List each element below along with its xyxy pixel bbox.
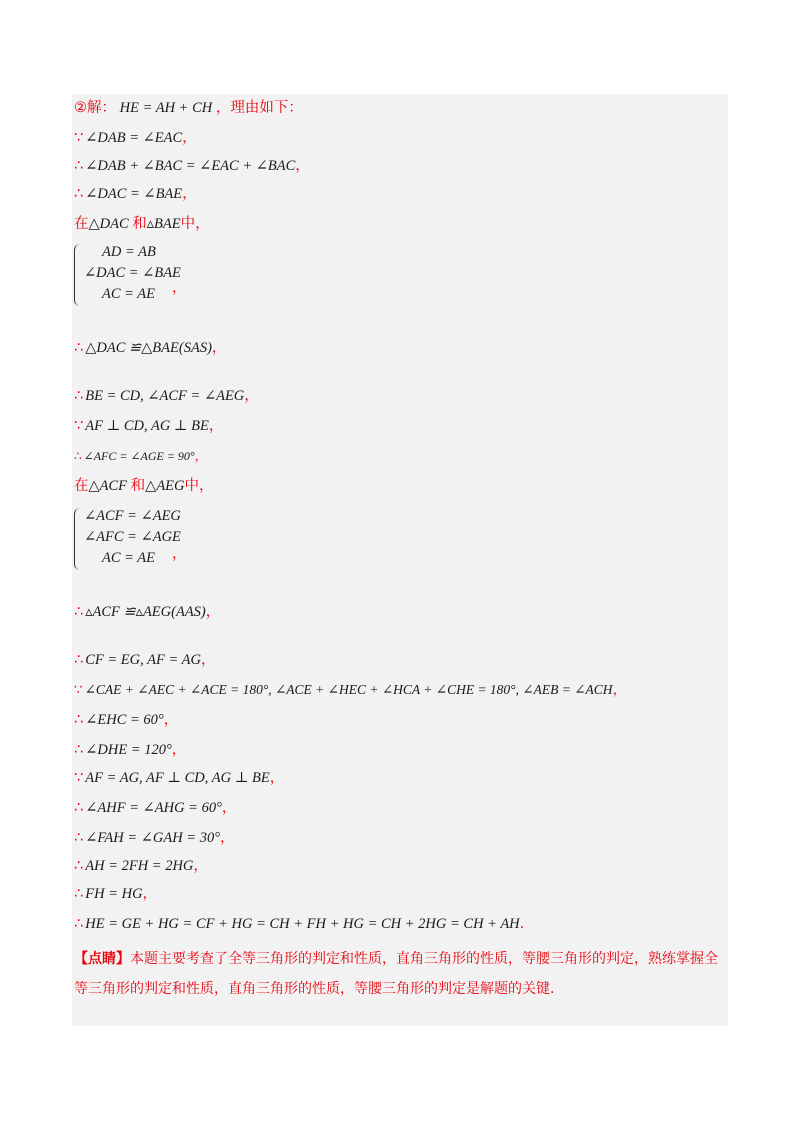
- proof-step: ∴ AH = 2FH = 2HG，: [74, 858, 208, 874]
- proof-step: ∴ FH = HG，: [74, 886, 158, 902]
- proof-step: ∵ ∠CAE + ∠AEC + ∠ACE = 180°, ∠ACE + ∠HEC + ∠HCA + ∠CHE = 180°, ∠AEB = ∠ACH，: [74, 682, 627, 698]
- proof-step: ∴ ∠DHE = 120°，: [74, 742, 187, 758]
- key-point-tag: 【点睛】: [74, 951, 130, 967]
- proof-step: ∴ ∠EHC = 60°，: [74, 712, 179, 728]
- congruence-line: ∴ ▵ACF ≌▵AEG(AAS)，: [74, 604, 221, 620]
- proof-step: ∴ ∠AHF = ∠AHG = 60°，: [74, 800, 237, 816]
- intro-line: [74, 98, 303, 118]
- proof-step: ∴ ∠AFC = ∠AGE = 90°，: [74, 449, 207, 463]
- proof-step: ∴ BE = CD, ∠ACF = ∠AEG，: [74, 388, 259, 404]
- system-end-mark: ，: [172, 280, 187, 296]
- solution-label: ②解：: [74, 100, 116, 116]
- triangle-intro: 在△ACF 和△AEG中，: [74, 478, 214, 494]
- equation-system: AD = AB ∠DAC = ∠BAE AC = AE: [84, 244, 181, 302]
- proof-step: ∴ ∠FAH = ∠GAH = 30°，: [74, 830, 235, 846]
- conclusion-line: ∴ HE = GE + HG = CF + HG = CH + FH + HG = CH + 2HG = CH + AH.: [74, 916, 525, 932]
- proof-step: ∴ ∠DAB + ∠BAC = ∠EAC + ∠BAC，: [74, 158, 310, 174]
- system-end-mark: ，: [172, 546, 187, 562]
- triangle-intro: 在△DAC 和▵BAE中，: [74, 216, 210, 232]
- proof-step: ∵ ∠DAB = ∠EAC，: [74, 130, 197, 146]
- system-brace: [74, 508, 81, 570]
- intro-tail: ，理由如下：: [215, 100, 303, 116]
- equation-system: ∠ACF = ∠AEG ∠AFC = ∠AGE AC = AE: [84, 508, 181, 566]
- proof-step: ∴ CF = EG, AF = AG，: [74, 652, 216, 668]
- proof-step: ∵ AF ⊥ CD, AG ⊥ BE，: [74, 418, 224, 434]
- solution-panel: [72, 94, 728, 1026]
- claim-equation: HE = AH + CH: [119, 100, 213, 116]
- proof-step: ∵ AF = AG, AF ⊥ CD, AG ⊥ BE，: [74, 770, 285, 786]
- congruence-line: ∴ △DAC ≌△BAE(SAS)，: [74, 340, 227, 356]
- proof-step: ∴ ∠DAC = ∠BAE，: [74, 186, 197, 202]
- system-brace: [74, 244, 81, 306]
- key-point-note: [74, 944, 724, 1004]
- key-point-text: 本题主要考查了全等三角形的判定和性质，直角三角形的性质，等腰三角形的判定，熟练掌握全等三角形的判定和性质，直角三角形的性质，等腰三角形的判定是解题的关键.: [74, 951, 718, 997]
